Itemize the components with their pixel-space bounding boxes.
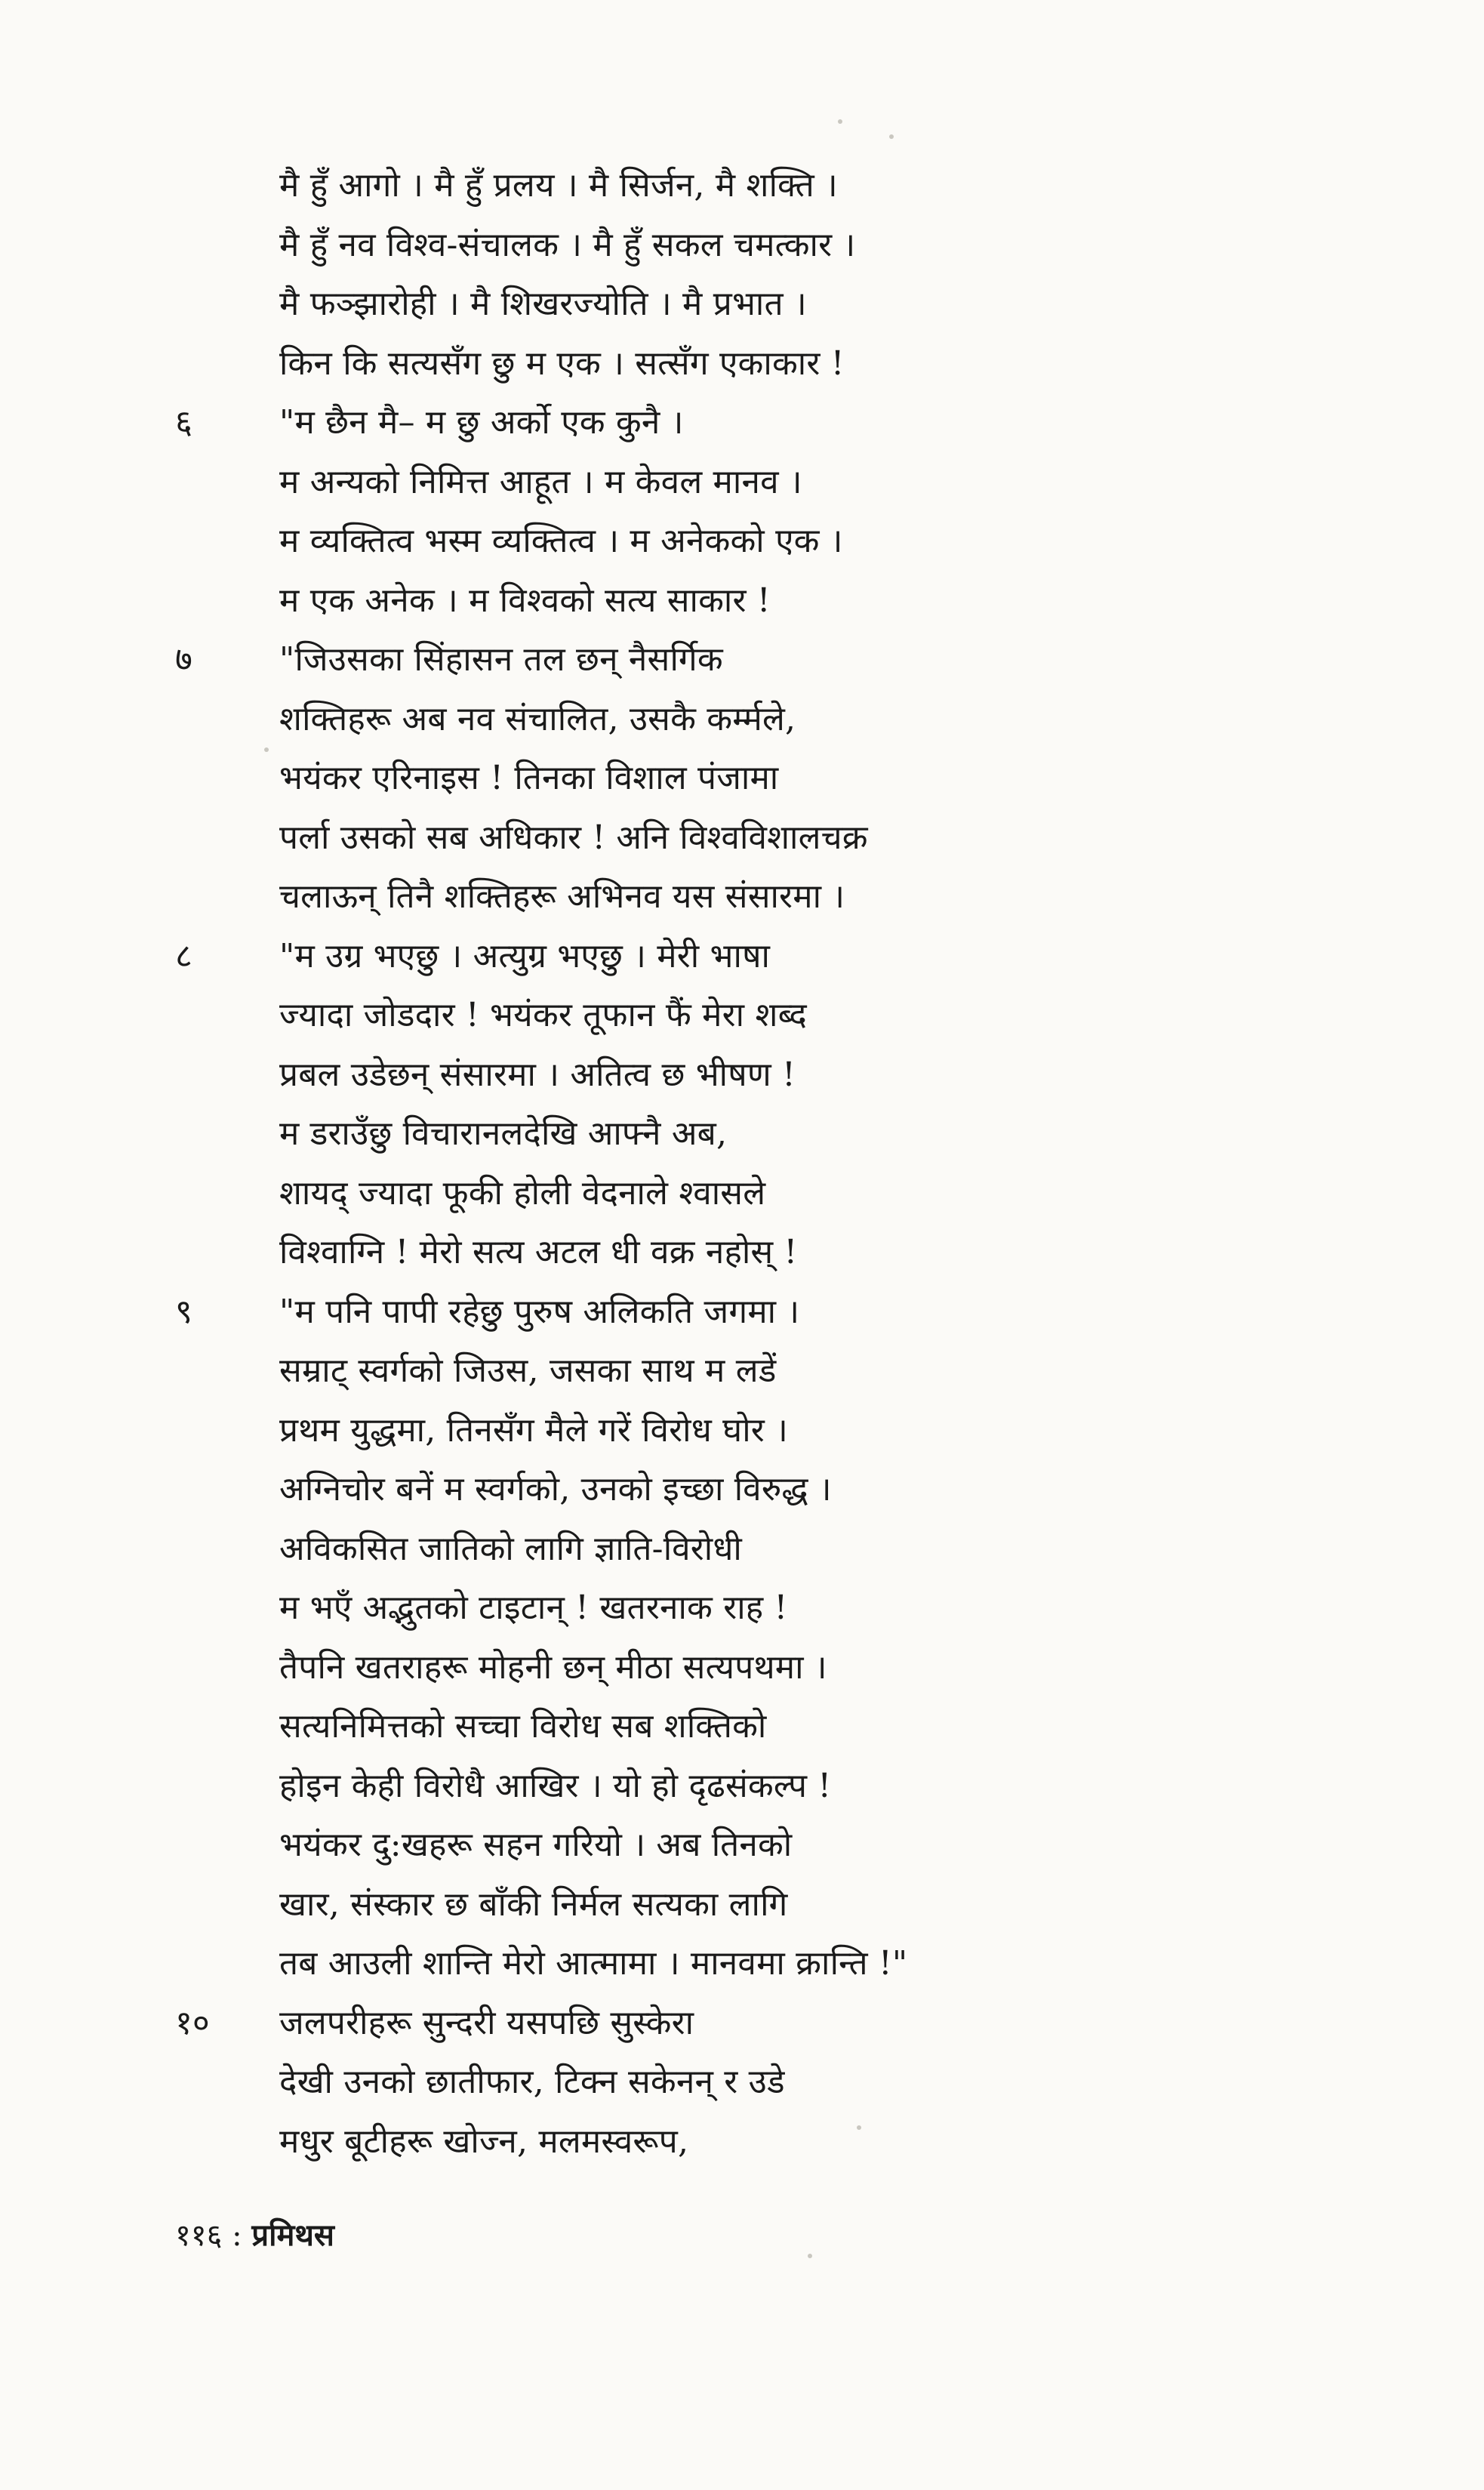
- poem-line: ज्यादा जोडदार ! भयंकर तूफान फैं मेरा शब्द: [279, 996, 807, 1034]
- poem-line: "म पनि पापी रहेछु पुरुष अलिकति जगमा ।: [279, 1293, 800, 1331]
- poem-line: पर्ला उसको सब अधिकार ! अनि विश्वविशालचक्र: [279, 818, 868, 857]
- poem-line: म एक अनेक । म विश्वको सत्य साकार !: [279, 581, 771, 620]
- poem-line: म अन्यको निमित्त आहूत । म केवल मानव ।: [279, 463, 802, 501]
- poem-line: तब आउली शान्ति मेरो आत्मामा । मानवमा क्रान्ति !": [279, 1944, 908, 1983]
- poem-line: खार, संस्कार छ बाँकी निर्मल सत्यका लागि: [279, 1885, 788, 1924]
- poem-line: प्रबल उडेछन् संसारमा । अतित्व छ भीषण !: [279, 1055, 796, 1094]
- poem-line: म भएँ अद्भुतको टाइटान् ! खतरनाक राह !: [279, 1589, 788, 1627]
- poem-line: "जिउसका सिंहासन तल छन् नैसर्गिक: [279, 640, 723, 679]
- poem-line: "म छैन मै– म छु अर्को एक कुनै ।: [279, 403, 684, 442]
- stanza-number: ७: [175, 640, 192, 679]
- paper-speck: [264, 747, 269, 752]
- paper-speck: [889, 134, 894, 139]
- stanza-number: ६: [175, 403, 192, 442]
- poem-line: मधुर बूटीहरू खोज्न, मलमस्वरूप,: [279, 2122, 689, 2161]
- poem-line: भयंकर एरिनाइस ! तिनका विशाल पंजामा: [279, 759, 779, 797]
- poem-line: सम्राट् स्वर्गको जिउस, जसका साथ म लडें: [279, 1351, 777, 1390]
- poem-line: मै हुँ आगो । मै हुँ प्रलय । मै सिर्जन, मै शक्ति ।: [279, 166, 838, 205]
- footer-separator: :: [232, 2218, 242, 2253]
- poem-line: जलपरीहरू सुन्दरी यसपछि सुस्केरा: [279, 2004, 694, 2042]
- poem-line: किन कि सत्यसँग छु म एक । सत्सँग एकाकार !: [279, 344, 845, 383]
- poem-line: प्रथम युद्धमा, तिनसँग मैले गरें विरोध घोर ।: [279, 1411, 789, 1450]
- poem-line: अग्निचोर बनें म स्वर्गको, उनको इच्छा विरुद्ध ।: [279, 1470, 832, 1508]
- poem-line: म व्यक्तित्व भस्म व्यक्तित्व । म अनेकको एक ।: [279, 522, 843, 560]
- poem-line: भयंकर दु:खहरू सहन गरियो । अब तिनको: [279, 1826, 793, 1864]
- page-number: ११६: [175, 2218, 223, 2253]
- page-footer: [175, 2214, 334, 2257]
- poem-line: विश्वाग्नि ! मेरो सत्य अटल धी वक्र नहोस् !: [279, 1233, 798, 1271]
- stanza-number: ८: [175, 937, 192, 975]
- poem-line: चलाऊन् तिनै शक्तिहरू अभिनव यस संसारमा ।: [279, 877, 845, 916]
- poem-line: अविकसित जातिको लागि ज्ञाति-विरोधी: [279, 1530, 743, 1568]
- paper-speck: [808, 2254, 812, 2258]
- stanza-number: ९: [175, 1293, 192, 1331]
- poem-line: शायद् ज्यादा फूकी होली वेदनाले श्वासले: [279, 1174, 766, 1213]
- paper-speck: [838, 119, 842, 124]
- poem-line: देखी उनको छातीफार, टिक्न सकेनन् र उडे: [279, 2063, 785, 2101]
- poem-line: होइन केही विरोधै आखिर । यो हो दृढसंकल्प !: [279, 1767, 832, 1805]
- stanza-number: १०: [175, 2004, 210, 2042]
- paper-speck: [857, 2125, 861, 2130]
- poem-line: तैपनि खतराहरू मोहनी छन् मीठा सत्यपथमा ।: [279, 1648, 827, 1687]
- poem-line: मै हुँ नव विश्व-संचालक । मै हुँ सकल चमत्कार ।: [279, 226, 856, 264]
- poem-line: "म उग्र भएछु । अत्युग्र भएछु । मेरी भाषा: [279, 937, 771, 975]
- poem-line: शक्तिहरू अब नव संचालित, उसकै कर्म्मले,: [279, 700, 796, 738]
- poem-line: सत्यनिमित्तको सच्चा विरोध सब शक्तिको: [279, 1707, 767, 1746]
- book-title: प्रमिथस: [251, 2217, 334, 2253]
- poem-line: म डराउँछु विचारानलदेखि आफ्नै अब,: [279, 1114, 728, 1153]
- poem-line: मै फञ्झारोही । मै शिखरज्योति । मै प्रभात ।: [279, 285, 807, 323]
